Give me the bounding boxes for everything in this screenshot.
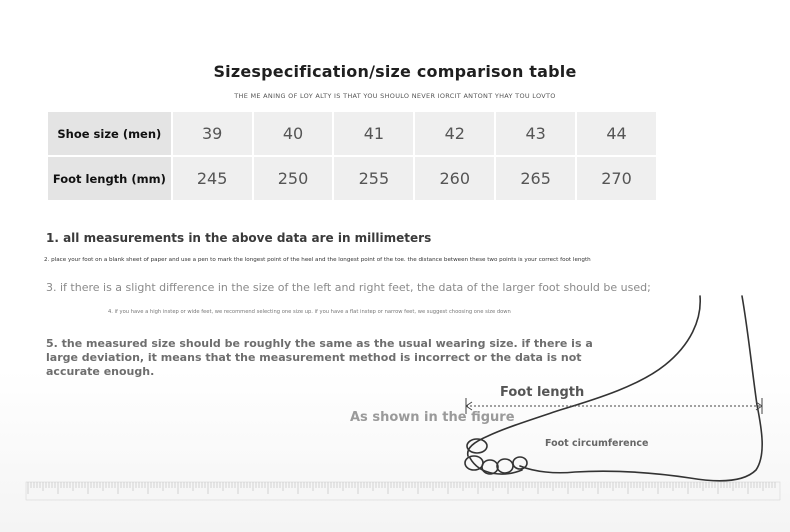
size-cell: 39: [171, 112, 252, 157]
length-cell: 250: [252, 157, 333, 200]
length-cell: 270: [575, 157, 656, 200]
note-1: 1. all measurements in the above data are in millimeters: [46, 231, 432, 245]
note-3: 3. if there is a slight difference in the size of the left and right feet, the data of the larger foot should be used;: [46, 281, 651, 294]
size-cell: 44: [575, 112, 656, 157]
foot-circumference-label: Foot circumference: [545, 438, 649, 449]
length-cell: 260: [413, 157, 494, 200]
note-5: 5. the measured size should be roughly the same as the usual wearing size. if there is a large deviation, it means that the measurement method is incorrect or the data is not accurate enough.: [46, 337, 593, 378]
subtitle-tagline: THE ME ANING OF LOY ALTY IS THAT YOU SHOULO NEVER IORCIT ANTONT YHAY TOU LOVTO: [234, 92, 556, 100]
ruler-icon: [26, 482, 780, 500]
length-cell: 245: [171, 157, 252, 200]
size-cell: 43: [494, 112, 575, 157]
row-header-foot-length: Foot length (mm): [48, 157, 171, 200]
length-cell: 255: [332, 157, 413, 200]
size-cell: 42: [413, 112, 494, 157]
row-header-shoe-size: Shoe size (men): [48, 112, 171, 157]
length-cell: 265: [494, 157, 575, 200]
note-2: 2. place your foot on a blank sheet of paper and use a pen to mark the longest point of the heel and the longest point of the toe. the distance between these two points is your correct foot length: [44, 257, 591, 263]
note-4: 4. if you have a high instep or wide feet, we recommend selecting one size up. if you have a flat instep or narrow feet, we suggest choosing one size down: [108, 309, 511, 315]
size-cell: 40: [252, 112, 333, 157]
floor-shading: [0, 370, 790, 532]
size-cell: 41: [332, 112, 413, 157]
as-shown-label: As shown in the figure: [350, 410, 515, 425]
foot-length-label: Foot length: [500, 385, 585, 400]
page-title: Sizespecification/size comparison table: [213, 62, 577, 81]
